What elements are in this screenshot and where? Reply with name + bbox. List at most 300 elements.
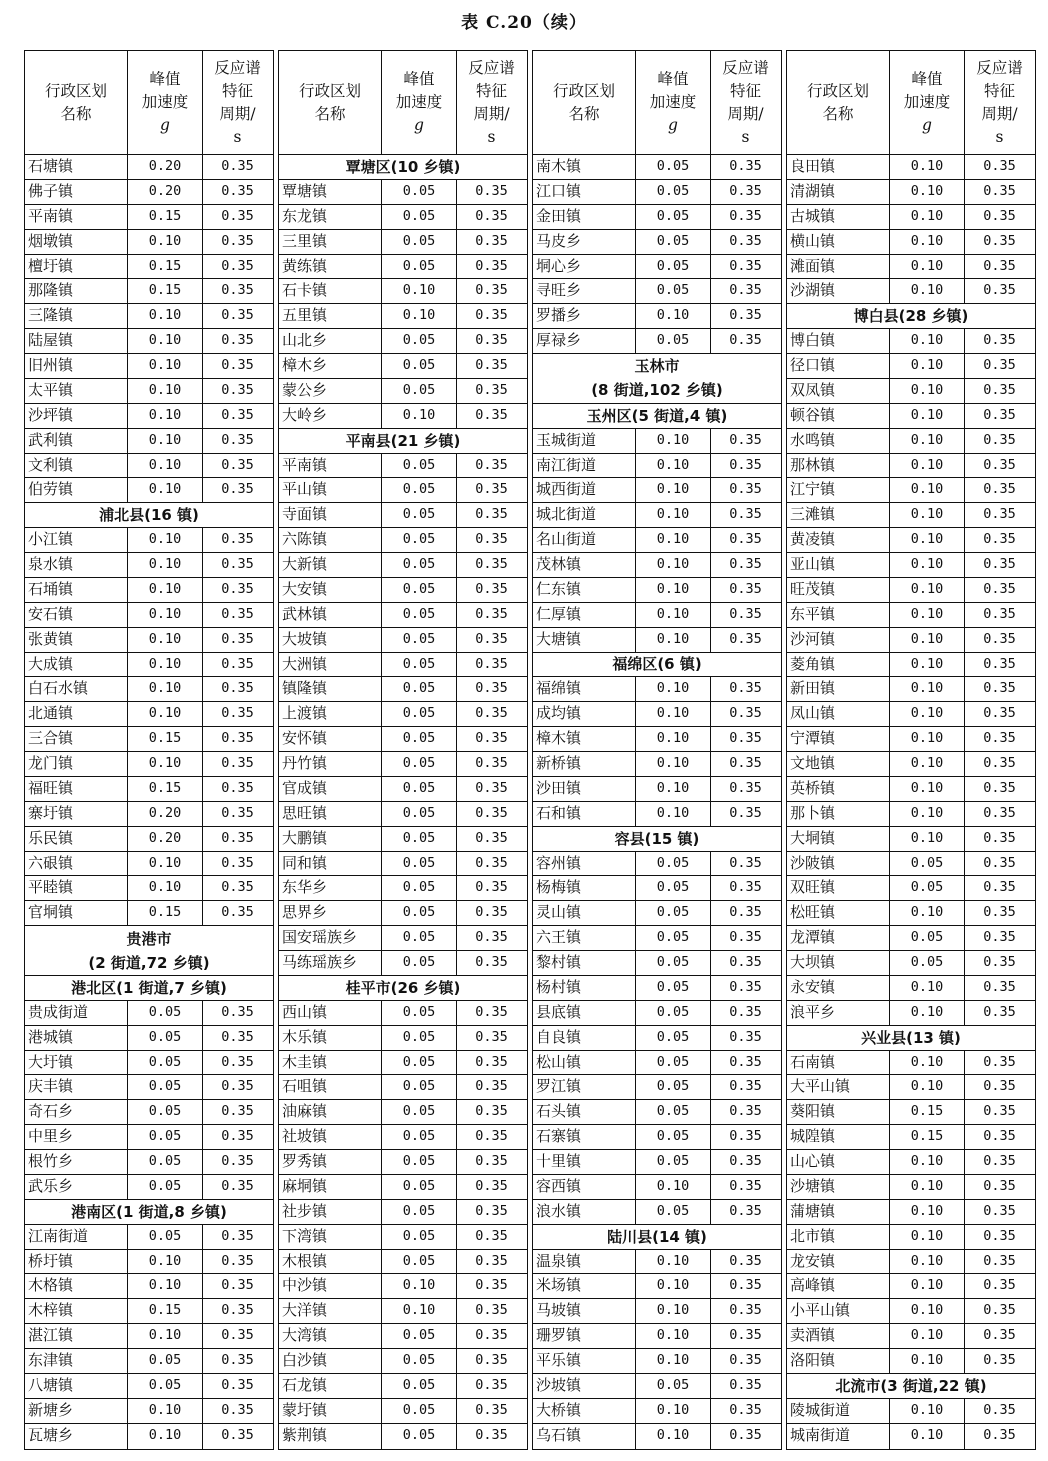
cell-characteristic-period: 0.35 <box>983 257 1016 274</box>
region-group-label: 玉林市 <box>634 357 680 376</box>
cell-peak-acceleration: 0.05 <box>382 702 457 726</box>
cell-name: 双凤镇 <box>787 379 890 403</box>
table-row <box>279 1374 527 1399</box>
cell-characteristic-period: 0.35 <box>729 879 762 896</box>
cell-characteristic-period: 0.35 <box>221 779 254 796</box>
table-row <box>787 1424 1035 1449</box>
cell-characteristic-period: 0.35 <box>475 879 508 896</box>
cell-characteristic-period: 0.35 <box>221 207 254 224</box>
cell-name: 那林镇 <box>787 454 890 478</box>
table-row <box>533 205 781 230</box>
cell-peak-acceleration: 0.05 <box>890 876 965 900</box>
cell-peak-acceleration: 0.10 <box>890 1225 965 1249</box>
cell-name: 北市镇 <box>787 1225 890 1249</box>
table-row <box>787 454 1035 479</box>
table-row <box>25 1349 273 1374</box>
cell-characteristic-period: 0.35 <box>475 755 508 771</box>
cell-characteristic-period: 0.35 <box>221 605 254 622</box>
cell-peak-acceleration: 0.05 <box>636 1374 711 1398</box>
table-row <box>25 304 273 329</box>
cell-characteristic-period: 0.35 <box>221 1352 254 1368</box>
cell-name: 官垌镇 <box>25 901 128 925</box>
table-row <box>279 553 527 578</box>
table-row <box>279 478 527 503</box>
cell-characteristic-period: 0.35 <box>475 1128 508 1145</box>
cell-peak-acceleration: 0.05 <box>636 951 711 975</box>
table-row <box>533 603 781 628</box>
cell-peak-acceleration: 0.05 <box>128 1001 203 1025</box>
cell-peak-acceleration: 0.10 <box>636 1424 711 1449</box>
cell-peak-acceleration: 0.10 <box>382 1299 457 1323</box>
cell-name: 沙陂镇 <box>787 852 890 876</box>
table-row <box>25 454 273 479</box>
cell-characteristic-period: 0.35 <box>475 556 508 572</box>
region-group-label: (8 街道,102 乡镇) <box>591 381 723 400</box>
cell-peak-acceleration: 0.10 <box>890 279 965 303</box>
cell-characteristic-period: 0.35 <box>221 481 254 498</box>
table-column-4 <box>786 50 1036 1450</box>
cell-name: 三里镇 <box>279 230 382 254</box>
cell-characteristic-period: 0.35 <box>475 232 508 249</box>
table-row <box>25 1125 273 1150</box>
header-characteristic-period-line: s <box>233 127 242 146</box>
cell-characteristic-period: 0.35 <box>221 1053 254 1070</box>
cell-peak-acceleration: 0.10 <box>890 1324 965 1348</box>
cell-name: 沙坡镇 <box>533 1374 636 1398</box>
cell-peak-acceleration: 0.10 <box>890 827 965 851</box>
header-characteristic-period-line: 反应谱 <box>722 58 769 77</box>
cell-name: 山北乡 <box>279 329 382 353</box>
table-row <box>787 702 1035 727</box>
cell-peak-acceleration: 0.15 <box>128 901 203 925</box>
cell-name: 上渡镇 <box>279 702 382 726</box>
cell-characteristic-period: 0.35 <box>983 1277 1016 1294</box>
cell-peak-acceleration: 0.05 <box>636 1125 711 1149</box>
cell-name: 石塘镇 <box>25 155 128 179</box>
region-group-heading <box>533 827 781 852</box>
region-group-heading <box>279 976 527 1001</box>
cell-name: 金田镇 <box>533 205 636 229</box>
cell-name: 宁潭镇 <box>787 727 890 751</box>
cell-characteristic-period: 0.35 <box>983 357 1016 373</box>
cell-name: 良田镇 <box>787 155 890 179</box>
cell-name: 横山镇 <box>787 230 890 254</box>
table-row <box>787 852 1035 877</box>
cell-name: 新田镇 <box>787 677 890 701</box>
table-row <box>533 752 781 777</box>
cell-characteristic-period: 0.35 <box>221 332 254 349</box>
region-group-heading <box>279 155 527 180</box>
table-row <box>25 1075 273 1100</box>
table-row <box>279 454 527 479</box>
cell-name: 古城镇 <box>787 205 890 229</box>
cell-peak-acceleration: 0.05 <box>636 205 711 229</box>
cell-name: 寻旺乡 <box>533 279 636 303</box>
cell-characteristic-period: 0.35 <box>983 705 1016 722</box>
cell-characteristic-period: 0.35 <box>221 854 254 871</box>
region-group-label: 兴业县(13 镇) <box>861 1028 961 1047</box>
table-row <box>279 876 527 901</box>
table-row <box>25 677 273 702</box>
cell-peak-acceleration: 0.05 <box>128 1349 203 1373</box>
cell-name: 社坡镇 <box>279 1125 382 1149</box>
table-row <box>25 802 273 827</box>
table-row <box>533 1374 781 1399</box>
cell-peak-acceleration: 0.05 <box>382 827 457 851</box>
cell-name: 洛阳镇 <box>787 1349 890 1373</box>
cell-peak-acceleration: 0.10 <box>890 702 965 726</box>
cell-name: 太平镇 <box>25 379 128 403</box>
table-row <box>787 1349 1035 1374</box>
table-row <box>533 478 781 503</box>
cell-name: 大湾镇 <box>279 1324 382 1348</box>
cell-name: 旺茂镇 <box>787 578 890 602</box>
cell-characteristic-period: 0.35 <box>983 879 1016 896</box>
cell-characteristic-period: 0.35 <box>221 1327 254 1344</box>
header-peak-acceleration-line: g <box>414 116 424 134</box>
cell-characteristic-period: 0.35 <box>475 1202 508 1219</box>
header-characteristic-period <box>203 51 272 154</box>
cell-characteristic-period: 0.35 <box>729 1352 762 1368</box>
cell-characteristic-period: 0.35 <box>475 1153 508 1169</box>
cell-name: 江南街道 <box>25 1225 128 1249</box>
cell-peak-acceleration: 0.10 <box>636 752 711 776</box>
table-row <box>533 727 781 752</box>
cell-characteristic-period: 0.35 <box>475 531 508 548</box>
cell-name: 浪水镇 <box>533 1200 636 1224</box>
header-characteristic-period-line: 反应谱 <box>214 58 261 77</box>
cell-characteristic-period: 0.35 <box>475 1003 508 1020</box>
cell-name: 凤山镇 <box>787 702 890 726</box>
cell-characteristic-period: 0.35 <box>729 705 762 722</box>
cell-peak-acceleration: 0.10 <box>636 702 711 726</box>
cell-name: 黎村镇 <box>533 951 636 975</box>
table-row <box>25 653 273 678</box>
header-characteristic-period-line: 周期/ <box>473 104 510 123</box>
cell-peak-acceleration: 0.05 <box>636 230 711 254</box>
cell-peak-acceleration: 0.05 <box>382 1026 457 1050</box>
cell-characteristic-period: 0.35 <box>983 1302 1016 1319</box>
cell-peak-acceleration: 0.05 <box>128 1026 203 1050</box>
cell-peak-acceleration: 0.15 <box>128 777 203 801</box>
cell-characteristic-period: 0.35 <box>221 406 254 423</box>
cell-name: 龙安镇 <box>787 1250 890 1274</box>
table-row <box>279 1026 527 1051</box>
header-peak-acceleration-line: 加速度 <box>649 93 697 111</box>
cell-name: 马练瑶族乡 <box>279 951 382 975</box>
cell-peak-acceleration: 0.10 <box>636 1349 711 1373</box>
region-group-label: 贵港市 <box>126 929 172 948</box>
cell-name: 平南镇 <box>279 454 382 478</box>
cell-characteristic-period: 0.35 <box>983 605 1016 622</box>
cell-peak-acceleration: 0.05 <box>382 926 457 950</box>
cell-name: 蒙公乡 <box>279 379 382 403</box>
header-characteristic-period-line: 反应谱 <box>976 58 1023 77</box>
table-row <box>787 1274 1035 1299</box>
cell-characteristic-period: 0.35 <box>729 730 762 747</box>
table-row <box>533 852 781 877</box>
cell-name: 安石镇 <box>25 603 128 627</box>
cell-characteristic-period: 0.35 <box>983 481 1016 498</box>
cell-characteristic-period: 0.35 <box>729 158 762 174</box>
region-group-heading <box>787 1374 1035 1399</box>
cell-name: 沙湖镇 <box>787 279 890 303</box>
table-row <box>279 1399 527 1424</box>
cell-peak-acceleration: 0.10 <box>890 354 965 378</box>
table-row <box>279 1299 527 1324</box>
cell-peak-acceleration: 0.05 <box>382 603 457 627</box>
header-characteristic-period-line: 周期/ <box>981 104 1018 123</box>
cell-name: 乐民镇 <box>25 827 128 851</box>
cell-characteristic-period: 0.35 <box>983 406 1016 423</box>
cell-peak-acceleration: 0.05 <box>382 528 457 552</box>
table-row <box>279 1150 527 1175</box>
region-group-heading <box>25 926 273 976</box>
table-row <box>279 379 527 404</box>
cell-peak-acceleration: 0.10 <box>636 429 711 453</box>
cell-characteristic-period: 0.35 <box>983 730 1016 747</box>
cell-peak-acceleration: 0.05 <box>382 1399 457 1423</box>
header-name-line: 名称 <box>314 104 346 123</box>
table-row <box>787 354 1035 379</box>
table-row <box>787 926 1035 951</box>
region-group-heading <box>25 976 273 1001</box>
cell-name: 杨梅镇 <box>533 876 636 900</box>
cell-name: 新塘乡 <box>25 1399 128 1423</box>
cell-peak-acceleration: 0.10 <box>636 727 711 751</box>
header-peak-acceleration-line: 加速度 <box>903 93 951 111</box>
cell-characteristic-period: 0.35 <box>475 1277 508 1294</box>
header-characteristic-period <box>965 51 1034 154</box>
table-row <box>533 1100 781 1125</box>
table-row <box>533 1075 781 1100</box>
cell-peak-acceleration: 0.10 <box>890 503 965 527</box>
cell-peak-acceleration: 0.10 <box>128 230 203 254</box>
cell-characteristic-period: 0.35 <box>983 1053 1016 1070</box>
cell-name: 高峰镇 <box>787 1274 890 1298</box>
cell-characteristic-period: 0.35 <box>983 630 1016 647</box>
cell-peak-acceleration: 0.10 <box>128 1324 203 1348</box>
header-name-line: 行政区划 <box>552 81 615 100</box>
table-row <box>787 155 1035 180</box>
cell-name: 武乐乡 <box>25 1175 128 1199</box>
cell-peak-acceleration: 0.05 <box>382 354 457 378</box>
cell-name: 仁东镇 <box>533 578 636 602</box>
cell-characteristic-period: 0.35 <box>983 1327 1016 1344</box>
table-row <box>533 454 781 479</box>
cell-name: 城西街道 <box>533 478 636 502</box>
cell-peak-acceleration: 0.10 <box>890 1051 965 1075</box>
cell-characteristic-period: 0.35 <box>221 531 254 548</box>
cell-characteristic-period: 0.35 <box>983 1128 1016 1145</box>
table-row <box>279 1001 527 1026</box>
cell-name: 陵城街道 <box>787 1399 890 1423</box>
cell-characteristic-period: 0.35 <box>983 182 1016 199</box>
cell-name: 杨村镇 <box>533 976 636 1000</box>
cell-characteristic-period: 0.35 <box>983 1252 1016 1269</box>
cell-name: 南江街道 <box>533 454 636 478</box>
table-row <box>279 304 527 329</box>
cell-characteristic-period: 0.35 <box>729 1401 762 1418</box>
cell-name: 五里镇 <box>279 304 382 328</box>
cell-name: 木梓镇 <box>25 1299 128 1323</box>
cell-name: 东津镇 <box>25 1349 128 1373</box>
cell-characteristic-period: 0.35 <box>475 954 508 970</box>
cell-characteristic-period: 0.35 <box>475 357 508 373</box>
cell-characteristic-period: 0.35 <box>729 1327 762 1344</box>
header-characteristic-period-line: 特征 <box>221 81 253 100</box>
cell-characteristic-period: 0.35 <box>729 904 762 921</box>
cell-characteristic-period: 0.35 <box>729 580 762 597</box>
cell-peak-acceleration: 0.10 <box>128 702 203 726</box>
cell-peak-acceleration: 0.10 <box>890 230 965 254</box>
cell-characteristic-period: 0.35 <box>729 1128 762 1145</box>
cell-name: 樟木乡 <box>279 354 382 378</box>
cell-name: 新桥镇 <box>533 752 636 776</box>
cell-name: 三滩镇 <box>787 503 890 527</box>
cell-characteristic-period: 0.35 <box>729 257 762 274</box>
cell-characteristic-period: 0.35 <box>475 1352 508 1368</box>
cell-peak-acceleration: 0.05 <box>890 951 965 975</box>
cell-peak-acceleration: 0.10 <box>890 1001 965 1025</box>
cell-name: 平乐镇 <box>533 1349 636 1373</box>
cell-name: 城北街道 <box>533 503 636 527</box>
cell-name: 容西镇 <box>533 1175 636 1199</box>
cell-characteristic-period: 0.35 <box>475 779 508 796</box>
cell-peak-acceleration: 0.05 <box>128 1150 203 1174</box>
header-peak-acceleration-line: g <box>922 116 932 134</box>
cell-name: 容州镇 <box>533 852 636 876</box>
table-row <box>533 926 781 951</box>
cell-peak-acceleration: 0.05 <box>636 180 711 204</box>
cell-name: 珊罗镇 <box>533 1324 636 1348</box>
cell-characteristic-period: 0.35 <box>221 904 254 921</box>
cell-name: 仁厚镇 <box>533 603 636 627</box>
cell-name: 桥圩镇 <box>25 1250 128 1274</box>
cell-peak-acceleration: 0.05 <box>382 1424 457 1449</box>
header-characteristic-period-line: 特征 <box>475 81 507 100</box>
table-row <box>787 379 1035 404</box>
cell-peak-acceleration: 0.10 <box>890 478 965 502</box>
table-row <box>533 702 781 727</box>
table-row <box>25 777 273 802</box>
cell-characteristic-period: 0.35 <box>729 1376 762 1393</box>
table-row <box>787 180 1035 205</box>
cell-characteristic-period: 0.35 <box>729 332 762 349</box>
region-group-heading <box>533 653 781 678</box>
cell-peak-acceleration: 0.20 <box>128 802 203 826</box>
cell-peak-acceleration: 0.05 <box>890 852 965 876</box>
cell-name: 东华乡 <box>279 876 382 900</box>
cell-name: 蒲塘镇 <box>787 1200 890 1224</box>
table-row <box>279 727 527 752</box>
cell-peak-acceleration: 0.10 <box>382 1274 457 1298</box>
cell-peak-acceleration: 0.05 <box>128 1175 203 1199</box>
cell-peak-acceleration: 0.10 <box>890 777 965 801</box>
cell-characteristic-period: 0.35 <box>729 954 762 970</box>
header-name-line: 行政区划 <box>298 81 361 100</box>
cell-characteristic-period: 0.35 <box>475 605 508 622</box>
cell-name: 径口镇 <box>787 354 890 378</box>
cell-name: 六陈镇 <box>279 528 382 552</box>
cell-name: 覃塘镇 <box>279 180 382 204</box>
table-row <box>533 777 781 802</box>
cell-characteristic-period: 0.35 <box>475 282 508 299</box>
table-row <box>279 205 527 230</box>
header-peak-acceleration-line: g <box>160 116 170 134</box>
cell-peak-acceleration: 0.10 <box>636 603 711 627</box>
cell-characteristic-period: 0.35 <box>729 431 762 448</box>
cell-characteristic-period: 0.35 <box>983 954 1016 970</box>
region-group-label: 北流市(3 街道,22 镇) <box>835 1376 987 1395</box>
cell-name: 紫荆镇 <box>279 1424 382 1449</box>
region-group-label: 平南县(21 乡镇) <box>345 431 461 450</box>
table-row <box>787 1001 1035 1026</box>
cell-characteristic-period: 0.35 <box>475 1053 508 1070</box>
header-peak-acceleration <box>382 51 457 154</box>
cell-characteristic-period: 0.35 <box>475 481 508 498</box>
cell-peak-acceleration: 0.05 <box>636 1075 711 1099</box>
table-row <box>787 1150 1035 1175</box>
header-characteristic-period-line: 反应谱 <box>468 58 515 77</box>
cell-characteristic-period: 0.35 <box>221 1153 254 1169</box>
cell-characteristic-period: 0.35 <box>983 829 1016 846</box>
header-peak-acceleration <box>128 51 203 154</box>
cell-name: 菱角镇 <box>787 653 890 677</box>
cell-name: 下湾镇 <box>279 1225 382 1249</box>
cell-peak-acceleration: 0.10 <box>890 653 965 677</box>
cell-peak-acceleration: 0.05 <box>382 329 457 353</box>
cell-characteristic-period: 0.35 <box>729 605 762 622</box>
cell-peak-acceleration: 0.05 <box>636 876 711 900</box>
cell-name: 石卡镇 <box>279 279 382 303</box>
cell-name: 张黄镇 <box>25 628 128 652</box>
cell-name: 茂林镇 <box>533 553 636 577</box>
cell-characteristic-period: 0.35 <box>221 655 254 672</box>
header-characteristic-period-line: 周期/ <box>219 104 256 123</box>
cell-peak-acceleration: 0.05 <box>382 1051 457 1075</box>
cell-peak-acceleration: 0.05 <box>636 1001 711 1025</box>
cell-peak-acceleration: 0.15 <box>128 279 203 303</box>
cell-characteristic-period: 0.35 <box>729 182 762 199</box>
cell-name: 港城镇 <box>25 1026 128 1050</box>
table-row <box>279 354 527 379</box>
cell-peak-acceleration: 0.05 <box>382 503 457 527</box>
cell-peak-acceleration: 0.15 <box>890 1100 965 1124</box>
cell-characteristic-period: 0.35 <box>983 1352 1016 1368</box>
table-row <box>25 578 273 603</box>
table-row <box>279 827 527 852</box>
cell-name: 石埇镇 <box>25 578 128 602</box>
cell-peak-acceleration: 0.05 <box>382 1175 457 1199</box>
cell-name: 成均镇 <box>533 702 636 726</box>
cell-name: 滩面镇 <box>787 255 890 279</box>
cell-name: 陆屋镇 <box>25 329 128 353</box>
cell-name: 思界乡 <box>279 901 382 925</box>
cell-name: 龙潭镇 <box>787 926 890 950</box>
region-group-label: 陆川县(14 镇) <box>607 1227 707 1246</box>
table-row <box>533 677 781 702</box>
cell-name: 温泉镇 <box>533 1250 636 1274</box>
table-row <box>279 528 527 553</box>
table-row <box>533 1175 781 1200</box>
table-row <box>787 404 1035 429</box>
cell-name: 乌石镇 <box>533 1424 636 1449</box>
cell-characteristic-period: 0.35 <box>983 779 1016 796</box>
cell-name: 镇隆镇 <box>279 677 382 701</box>
table-row <box>533 1051 781 1076</box>
cell-peak-acceleration: 0.10 <box>128 628 203 652</box>
